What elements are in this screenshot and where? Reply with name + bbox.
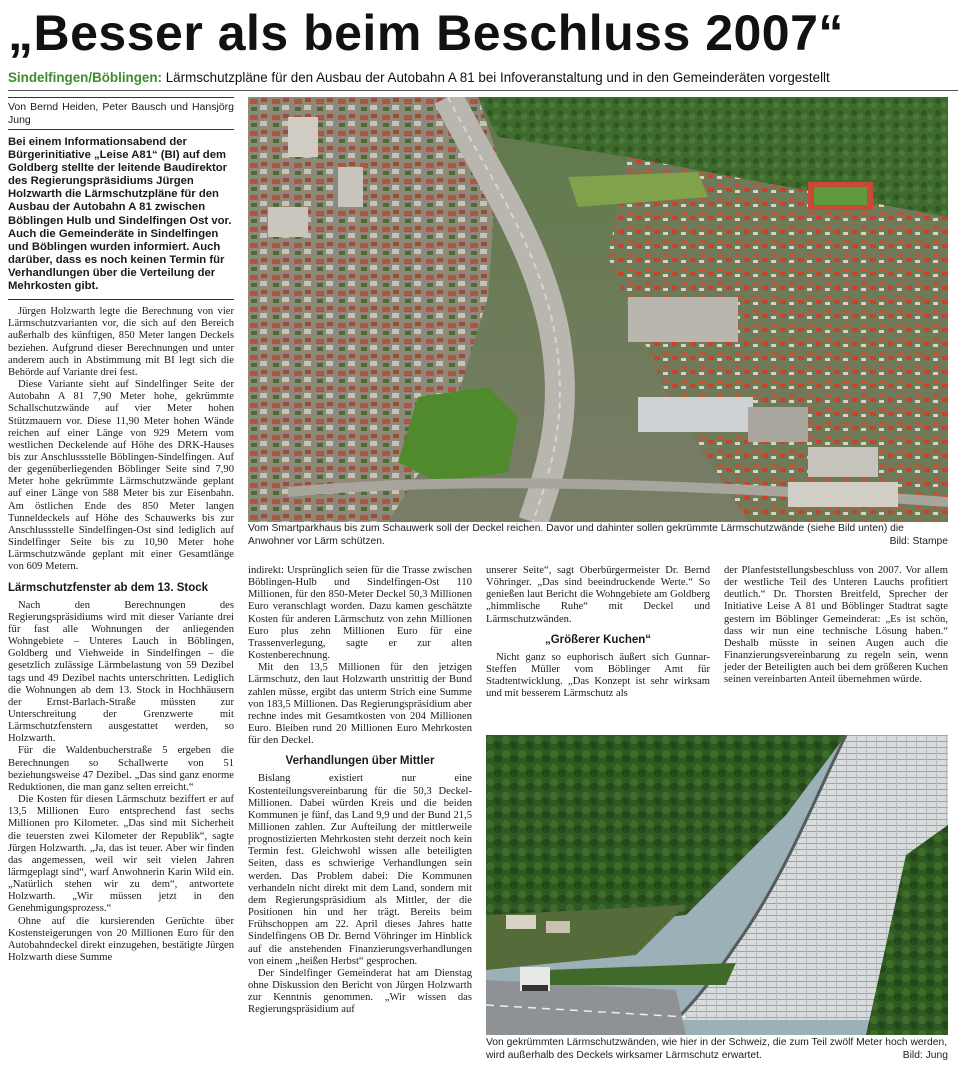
byline: Von Bernd Heiden, Peter Bausch und Hansjörg Jung bbox=[8, 101, 234, 126]
column-2 bbox=[248, 565, 472, 1016]
subheading: „Größerer Kuchen“ bbox=[544, 633, 652, 646]
photo-caption-text: Von gekrümmten Lärmschutzwänden, wie hier in der Schweiz, die zum Teil zwölf Meter hoch werden, wird außerhalb des Deckels wirksamer Lärmschutz erwartet. bbox=[486, 1037, 948, 1061]
body-paragraph: Mit den 13,5 Millionen für den jetzigen Lärmschutz, den laut Holzwarth unstrittig der Bund zahlen müsse, ergibt das unterm Strich eine Summe von 183,5 Millionen. Das Regierungspräsidium aber rechne indes mit Gesamtkosten von 204 Millionen Euro. Bleiben rund 20 Millionen Euro Mehrkosten für den Deckel. bbox=[248, 662, 472, 747]
subline-place: Sindelfingen/Böblingen: bbox=[8, 70, 162, 85]
lead-rule-bottom bbox=[8, 299, 234, 300]
byline-rule bbox=[8, 97, 234, 98]
lead-rule bbox=[8, 129, 234, 130]
body-paragraph: Nicht ganz so euphorisch äußert sich Gunnar-Steffen Müller vom Böblinger Amt für Stadtentwicklung. „Das Konzept ist sehr wirksam und mit besserem Lärmschutz als bbox=[486, 651, 710, 700]
body-paragraph: unserer Seite“, sagt Oberbürgermeister Dr. Bernd Vöhringer. „Das sind beeindruckende Werte.“ So genießen laut Bericht die Wohngebiete am Goldberg „himmlische Ruhe“ mit Deckel und Lärmschutzwänden. bbox=[486, 565, 710, 625]
photo-caption bbox=[486, 1037, 948, 1063]
photo-caption bbox=[248, 523, 948, 549]
body-paragraph: Diese Variante sieht auf Sindelfinger Seite der Autobahn A 81 7,90 Meter hohe, gekrümmte Schallschutzwände auf vier Meter hohen Stützmauern vor. Diese 11,90 Meter hohen Wände reichen auf einer Länge von 929 Metern vom westlichen Deckelende auf Höhe des DRK-Hauses bis zur Anschlussstelle Böblingen-Sindelfingen. Auf der gegenüberliegenden Böblinger Seite sind 7,90 Meter hohe gekrümmte Lärmschutzwände geplant auf einer Länge von 588 Meter bis zur Eisenbahn. Am östlichen Ende des 850 Meter langen Tunneldeckels auf Höhe des Schauwerks bis zur Anschlussstelle Sindelfingen-Ost sind lediglich auf Sindelfinger Seite bis zu 10,90 Meter hohe Lärmschutzwände geplant mit einer Gesamtlänge von 609 Metern. bbox=[8, 379, 234, 573]
body-paragraph: Jürgen Holzwarth legte die Berechnung von vier Lärmschutzvarianten vor, die sich auf den Bereich außerhalb des künftigen, 850 Meter langen Deckels beziehen. Aufgrund dieser Berechnungen und unter anderem auch in Abstimmung mit BI legt sich die Behörde auf Variante drei fest. bbox=[8, 306, 234, 378]
divider bbox=[8, 90, 958, 91]
subheading: Lärmschutzfenster ab dem 13. Stock bbox=[8, 581, 209, 594]
subheading: Verhandlungen über Mittler bbox=[285, 755, 435, 768]
subline-text: Lärmschutzpläne für den Ausbau der Autobahn A 81 bei Infoveranstaltung und in den Gemeinderäten vorgestellt bbox=[165, 70, 830, 85]
column-3 bbox=[486, 565, 710, 700]
subline bbox=[8, 70, 963, 86]
headline: „Besser als beim Beschluss 2007“ bbox=[8, 5, 844, 61]
body-paragraph: Nach den Berechnungen des Regierungspräsidiums wird mit dieser Variante drei für fast alle Wohnungen der anliegenden Wohngebiete – Unteres Lauch in Böblingen, Goldberg und Viehweide in Sindelfingen – die gesetzlich zulässige Lärmbelastung von 59 Dezibel tags und 49 Dezibel nachts unterschritten. Lediglich die Wohnungen ab dem 13. Stock in Hochhäusern der Ernst-Barlach-Straße müssten zur Unterschreitung der Grenzwerte mit Lärmschutzfenstern ausgestattet werden, so Holzwarth. bbox=[8, 599, 234, 745]
photo-credit: Bild: Stampe bbox=[889, 536, 948, 548]
aerial-photo bbox=[248, 97, 948, 522]
photo-credit: Bild: Jung bbox=[902, 1050, 948, 1062]
body-paragraph: Ohne auf die kursierenden Gerüchte über Kostensteigerungen von 20 Millionen Euro für den Autobahndeckel direkt einzugehen, bestätigte Jürgen Holzwarth diese Summe bbox=[8, 915, 234, 964]
column-1 bbox=[8, 97, 234, 964]
photo-caption-text: Vom Smartparkhaus bis zum Schauwerk soll der Deckel reichen. Davor und dahinter sollen gekrümmte Lärmschutzwände (siehe Bild unten) die Anwohner vor Lärm schützen. bbox=[248, 523, 904, 547]
body-paragraph: Die Kosten für diesen Lärmschutz beziffert er auf 13,5 Millionen Euro entsprechend fast sechs Millionen pro Kilometer. „Das sind mit Sicherheit die teuersten zwei Kilometer der Republik“, sagte Jürgen Holzwarth. „Ja, das ist teuer. Aber wir finden das angemessen, weil wir seit vielen Jahren lärmgeplagt sind“, warf Anwohnerin Karin Wild ein. „Natürlich stehen wir zu dem“, antwortete Holzwarth. „Wir müssen jetzt in den Genehmigungsprozess.“ bbox=[8, 794, 234, 915]
body-paragraph: Für die Waldenbucherstraße 5 ergeben die Berechnungen so Schallwerte von 51 beziehungsweise 47 Dezibel. „Das sind ganz enorme Reduktionen, die man ganz selten erreicht.“ bbox=[8, 745, 234, 793]
body-paragraph: der Planfeststellungsbeschluss von 2007. Vor allem der westliche Teil des Unteren Lauchs profitiert deutlich.“ Dr. Thorsten Breitfeld, Sprecher der Initiative Leise A 81 und Böblinger Stadtrat sagte gestern im Böblinger Gemeinderat: „Es ist schön, dass wir nun eine technische Lösung haben.“ Deshalb müsste in seinen Augen auch die Finanzierungsvereinbarung zu regeln sein, wenn jeder der Beteiligten auch bei dem größeren Kuchen seinen vereinbarten Anteil übernehmen würde. bbox=[724, 565, 948, 686]
body-paragraph: Der Sindelfinger Gemeinderat hat am Dienstag ohne Diskussion den Bericht von Jürgen Holzwarth zur Kenntnis genommen. „Wir wissen das Regierungspräsidium auf bbox=[248, 967, 472, 1016]
body-paragraph: Bislang existiert nur eine Kostenteilungsvereinbarung für die 50,3 Deckel-Millionen. Dabei würden Kreis und die beiden Kommunen je fünf, das Land 9,9 und der Bund 21,5 Millionen zahlen. Zur Aufteilung der mittlerweile prognostizierten Mehrkosten steht derzeit noch kein Termin fest. Gleichwohl wissen alle beteiligten Seiten, dass es schwierige Verhandlungen sein werden. Das Problem dabei: Die Kommunen verhandeln nicht direkt mit dem Land, sondern mit dem Regierungspräsidium als Mittler, der die Positionen hin und her trägt. Bereits beim Frühschoppen am 22. April dieses Jahres hatte Sindelfingens OB Dr. Bernd Vöhringer im Hinblick auf die anstehenden Finanzierungsverhandlungen von einem „heißen Herbst“ gesprochen. bbox=[248, 773, 472, 967]
column-4 bbox=[724, 565, 948, 687]
lead-paragraph: Bei einem Informationsabend der Bürgerinitiative „Leise A81“ (BI) auf dem Goldberg stellte der leitende Baudirektor des Regierungspräsidiums Jürgen Holzwarth die Lärmschutzpläne für den Ausbau der Autobahn A 81 zwischen Böblingen Hulb und Sindelfingen Ost vor. Auch die Gemeinderäte in Sindelfingen und Böblingen wurden informiert. Auch darüber, dass es noch keinen Termin für Verhandlungen über die Verteilung der Mehrkosten gibt. bbox=[8, 136, 232, 293]
body-paragraph: indirekt: Ursprünglich seien für die Trasse zwischen Böblingen-Hulb und Sindelfingen-Ost 110 Millionen, für den 850-Meter Deckel 50,3 Millionen Euro veranschlagt worden. Dazu kamen geschätzte Kosten für anderen Lärmschutz von zehn Millionen Euro plus zehn Millionen Euro für eine Trassenverlegung, sagte er zur alten Kostenberechnung. bbox=[248, 565, 472, 662]
noise-barrier-photo bbox=[486, 735, 948, 1035]
